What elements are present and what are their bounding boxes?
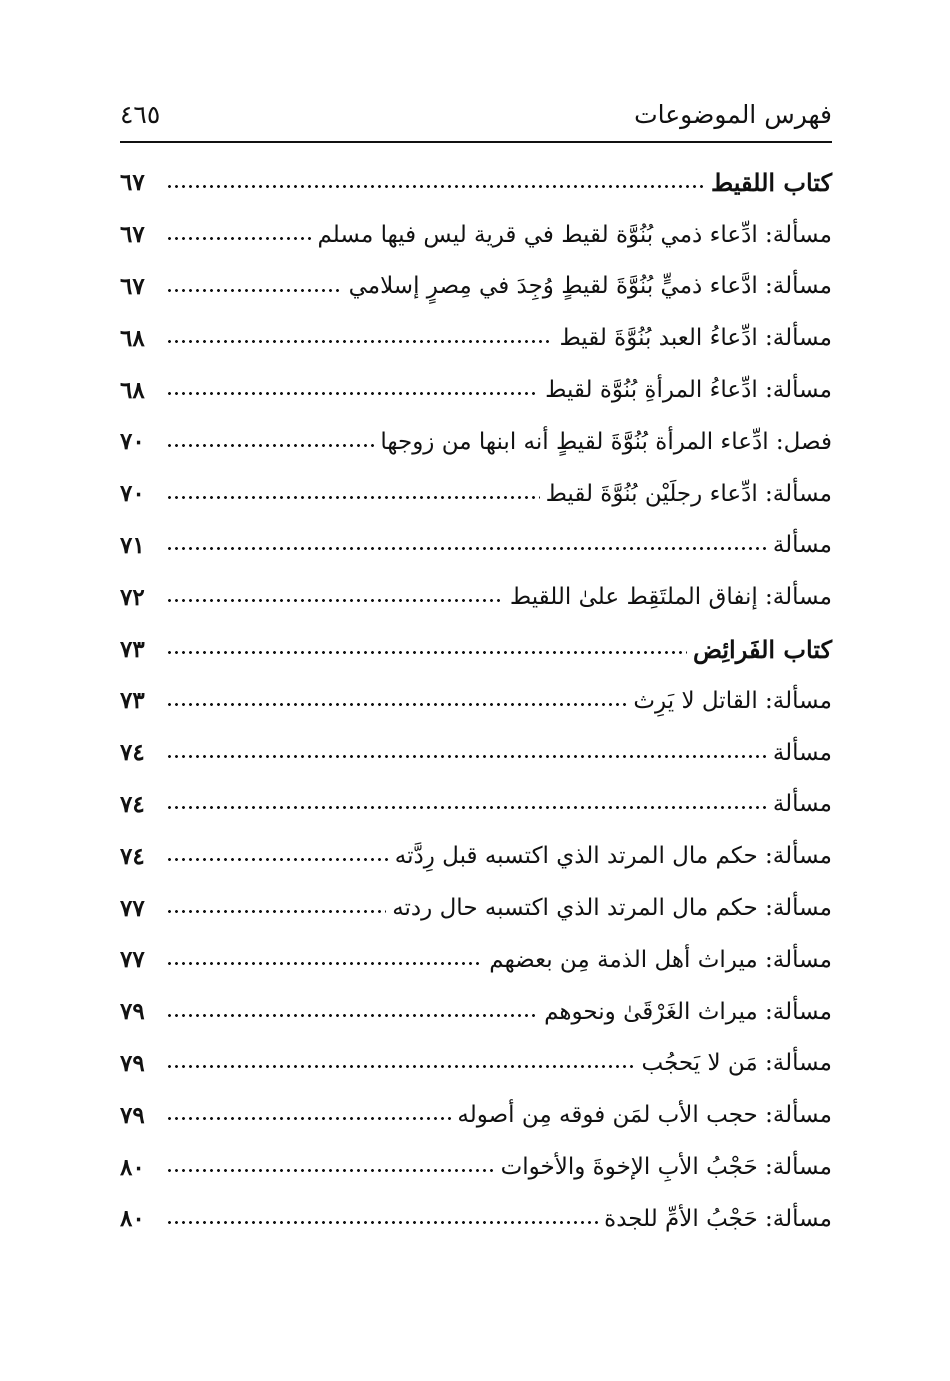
entry-page-number: ٧٩ — [120, 1049, 145, 1077]
entry-page-number: ٧٣ — [120, 635, 145, 663]
entry-title: مسألة — [772, 791, 832, 818]
dot-leader — [166, 793, 767, 816]
dot-leader — [166, 1156, 495, 1179]
entry-title: مسألة — [772, 739, 832, 766]
header-rule — [120, 141, 832, 143]
entry-page-number: ٧٧ — [120, 894, 145, 922]
entry-page-number: ٧٤ — [120, 739, 145, 767]
entry-page-number: ٦٧ — [120, 169, 145, 197]
toc-entry[interactable] — [120, 364, 832, 416]
toc-entry[interactable] — [120, 779, 832, 831]
dot-leader — [166, 1207, 598, 1230]
toc-entry[interactable] — [120, 830, 832, 882]
toc-entry[interactable] — [120, 468, 832, 520]
page-header — [120, 92, 832, 136]
entry-page-number: ٧٤ — [120, 842, 145, 870]
entry-title: مسألة — [772, 532, 832, 559]
entry-title: كتاب اللقيط — [710, 168, 832, 198]
dot-leader — [166, 275, 343, 298]
entry-page-number: ٧١ — [120, 531, 145, 559]
entry-page-number: ٦٧ — [120, 272, 145, 300]
toc-entry[interactable] — [120, 261, 832, 313]
dot-leader — [166, 534, 767, 557]
toc-entry[interactable] — [120, 934, 832, 986]
entry-title: كتاب الفَرائِض — [692, 634, 832, 664]
entry-page-number: ٧٩ — [120, 998, 145, 1026]
toc-entry[interactable] — [120, 675, 832, 727]
dot-leader — [166, 430, 374, 453]
entry-page-number: ٧٢ — [120, 583, 145, 611]
dot-leader — [166, 1104, 451, 1127]
entry-page-number: ٧٤ — [120, 790, 145, 818]
entry-page-number: ٦٨ — [120, 376, 145, 404]
toc-entry[interactable] — [120, 1141, 832, 1193]
dot-leader — [166, 1000, 538, 1023]
toc-entry[interactable] — [120, 882, 832, 934]
running-title: فهرس الموضوعات — [634, 99, 832, 129]
toc-entry[interactable] — [120, 416, 832, 468]
entry-page-number: ٧٩ — [120, 1101, 145, 1129]
toc-chapter-entry[interactable] — [120, 157, 832, 209]
entry-title: مسألة: حكم مال المرتد الذي اكتسبه حال ردته — [392, 895, 832, 922]
entry-title: مسألة: ادِّعاءُ العبد بُنُوَّةَ لقيط — [559, 325, 832, 352]
entry-title: مسألة: ادِّعاء رجلَيْن بُنُوَّةَ لقيط — [545, 480, 832, 507]
toc-entry[interactable] — [120, 520, 832, 572]
entry-title: مسألة: حَجْبُ الأمِّ للجدة — [604, 1205, 832, 1232]
dot-leader — [166, 482, 540, 505]
entry-title: مسألة: حكم مال المرتد الذي اكتسبه قبل رِدَّته — [394, 843, 832, 870]
dot-leader — [166, 223, 312, 246]
entry-title: مسألة: مَن لا يَحجُب — [641, 1050, 832, 1077]
toc-entry[interactable] — [120, 727, 832, 779]
entry-title: مسألة: القاتل لا يَرِث — [633, 687, 832, 714]
toc-entry[interactable] — [120, 1193, 832, 1245]
entry-title: مسألة: إنفاق الملتَقِط علىٰ اللقيط — [509, 584, 832, 611]
entry-title: مسألة: حَجْبُ الأبِ الإخوةَ والأخوات — [500, 1154, 832, 1181]
dot-leader — [166, 845, 389, 868]
dot-leader — [166, 897, 386, 920]
toc-entry[interactable] — [120, 312, 832, 364]
entry-title: مسألة: ميراث أهل الذمة مِن بعضهم — [489, 946, 832, 973]
entry-page-number: ٨٠ — [120, 1205, 145, 1233]
dot-leader — [166, 379, 539, 402]
entry-title: مسألة: ادَّعاء ذميٍّ بُنُوَّةَ لقيطٍ وُجِدَ في مِصرٍ إسلامي — [348, 273, 832, 300]
dot-leader — [166, 1052, 636, 1075]
entry-title: مسألة: ميراث الغَرْقَىٰ ونحوهم — [544, 998, 832, 1025]
toc-entry[interactable] — [120, 209, 832, 261]
entry-page-number: ٨٠ — [120, 1153, 145, 1181]
entry-title: مسألة: ادِّعاء ذمي بُنُوَّة لقيط في قرية ليس فيها مسلم — [317, 221, 832, 248]
entry-title: فصل: ادِّعاء المرأة بُنُوَّةَ لقيطٍ أنه ابنها من زوجها — [380, 428, 832, 455]
toc-entry[interactable] — [120, 1089, 832, 1141]
entry-page-number: ٦٧ — [120, 221, 145, 249]
entry-title: مسألة: ادِّعاءُ المرأةِ بُنُوَّة لقيط — [545, 377, 832, 404]
toc-entry[interactable] — [120, 571, 832, 623]
dot-leader — [166, 586, 504, 609]
dot-leader — [166, 638, 687, 661]
page-number: ٤٦٥ — [120, 99, 161, 129]
toc-entry[interactable] — [120, 986, 832, 1038]
dot-leader — [166, 741, 767, 764]
entry-page-number: ٧٣ — [120, 687, 145, 715]
dot-leader — [166, 948, 483, 971]
table-of-contents — [120, 157, 832, 1245]
entry-page-number: ٦٨ — [120, 324, 145, 352]
entry-page-number: ٧٧ — [120, 946, 145, 974]
dot-leader — [166, 327, 553, 350]
dot-leader — [166, 689, 627, 712]
entry-title: مسألة: حجب الأب لمَن فوقه مِن أصوله — [457, 1102, 832, 1129]
entry-page-number: ٧٠ — [120, 428, 145, 456]
toc-entry[interactable] — [120, 1038, 832, 1090]
dot-leader — [166, 171, 705, 194]
toc-chapter-entry[interactable] — [120, 623, 832, 675]
entry-page-number: ٧٠ — [120, 480, 145, 508]
